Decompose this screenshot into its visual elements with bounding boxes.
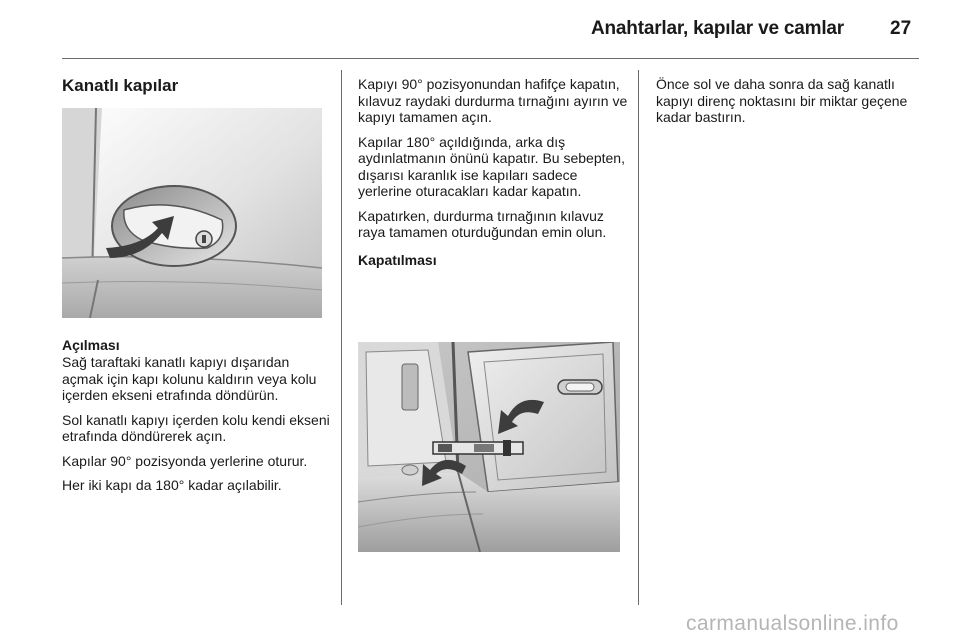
page-number: 27 — [890, 18, 912, 39]
closing-heading: Kapatılması — [358, 251, 437, 268]
header-title: Anahtarlar, kapılar ve camlar — [591, 18, 844, 39]
column-divider-right — [638, 70, 639, 605]
footer-watermark: carmanualsonline.info — [686, 612, 899, 635]
column-divider-left — [341, 70, 342, 605]
opening-paragraph-1: Sağ taraftaki kanatlı kapıyı dışarıdan açmak için kapı kolunu kaldırın veya kolu içerden ekseni etrafında döndürün. — [62, 354, 317, 403]
column2-paragraph-2: Kapılar 180° açıldığında, arka dış aydınlatmanın önünü kapatır. Bu sebepten, dışarısı karanlık ise kapıları sadece yerlerine oturacakları kadar kapatın. — [358, 133, 625, 199]
opening-paragraph-3: Kapılar 90° pozisyonda yerlerine oturur. — [62, 452, 308, 469]
door-closing-illustration — [358, 342, 620, 552]
column2-paragraph-3: Kapatırken, durdurma tırnağının kılavuz raya tamamen oturduğundan emin olun. — [358, 207, 607, 240]
opening-section — [62, 336, 332, 494]
column2-paragraph-1: Kapıyı 90° pozisyonundan hafifçe kapatın, kılavuz raydaki durdurma tırnağını ayırın ve kapıyı tamamen açın. — [358, 76, 628, 125]
header-rule — [62, 58, 919, 59]
opening-heading: Açılması — [62, 337, 120, 353]
section-title: Kanatlı kapılar — [62, 76, 179, 95]
opening-paragraph-2: Sol kanatlı kapıyı içerden kolu kendi ekseni etrafında döndürerek açın. — [62, 411, 330, 444]
opening-paragraph-4: Her iki kapı da 180° kadar açılabilir. — [62, 477, 282, 493]
closing-section — [656, 76, 920, 126]
column2-text — [358, 76, 632, 269]
closing-paragraph-1: Önce sol ve daha sonra da sağ kanatlı kapıyı direnç noktasını bir miktar geçene kadar bastırın. — [656, 76, 908, 125]
door-handle-illustration — [62, 108, 322, 318]
